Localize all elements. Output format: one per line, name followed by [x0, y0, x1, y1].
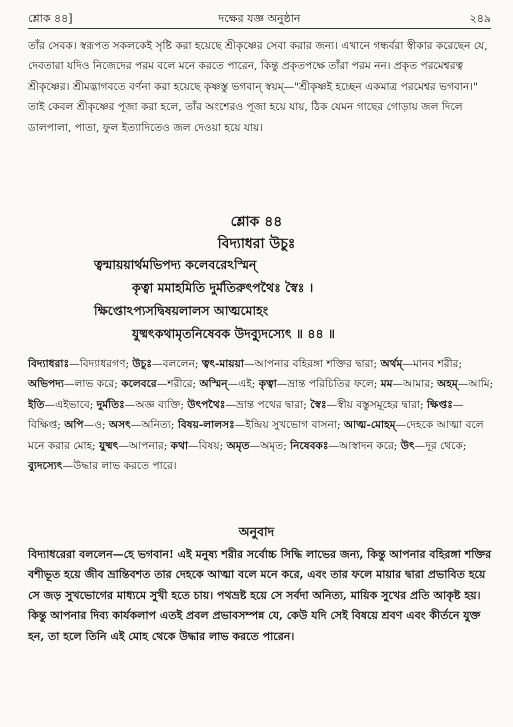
synonym-word: কথা [170, 439, 189, 452]
translation-heading: অনুবাদ [238, 524, 275, 539]
synonym-meaning: —মানব শরীর; [402, 358, 463, 370]
header-verse-ref: শ্লোক ৪৪] [28, 12, 73, 25]
header-divider [28, 28, 491, 29]
verse-line: ক্ষিপ্তোঽপ্যসদ্বিষয়লালস আত্মমোহং [94, 303, 269, 318]
synonym-word: স্বৈঃ [310, 398, 327, 411]
synonym-word: ইতি [28, 398, 45, 411]
synonym-meaning: —ইন্দ্রিয় সুখভোগ বাসনা; [234, 419, 344, 432]
synonym-word: অভিপদ্য [28, 378, 64, 391]
synonym-word: নিষেবকঃ [290, 439, 329, 452]
synonym-meaning: —অমৃত; [249, 439, 291, 452]
verse-line: ত্বন্মায়য়ার্থমভিপদ্য কলেবরেঽস্মিন্ [94, 257, 257, 272]
synonym-word: অস্মিন্ [199, 378, 228, 391]
synonym-meaning: —আস্বাদন করে; [328, 439, 401, 452]
header-chapter-title: দক্ষের যজ্ঞ অনুষ্ঠান [218, 12, 301, 25]
running-header [28, 10, 491, 28]
verse-line: কৃত্বা মমাহমিতি দুর্মতিরুৎপথৈঃ স্বৈঃ । [132, 280, 314, 295]
translation-paragraph [28, 545, 496, 647]
synonyms-text [28, 354, 496, 476]
synonym-word: অমৃত [226, 439, 250, 452]
translation-text: বিদ্যাধরেরা বললেন—হে ভগবান! এই মনুষ্য শরীর সর্বোচ্চ সিদ্ধি লাভের জন্য, কিন্তু আপনার বহিরঙ্গা শক্তির বশীভূত হয়ে জীব ভ্রান্তিবশত তার দেহকে আত্মা বলে মনে করে, এবং তার ফলে মায়ার দ্বারা প্রভাবিত হয়ে সে জড় সুখভোগের মাধ্যমে সুখী হতে চায়। পথভ্রষ্ট হয়ে সে সর্বদা অনিত্য, মায়িক সুখের প্রতি আকৃষ্ট হয়। কিন্তু আপনার দিব্য কার্যকলাপ এতই প্রবল প্রভাবসম্পন্ন যে, কেউ যদি সেই বিষয়ে শ্রবণ এবং কীর্তনে যুক্ত হন, তা হলে তিনি এই মোহ থেকে উদ্ধার লাভ করতে পারেন। [28, 548, 492, 643]
synonym-meaning: —লাভ করে; [63, 378, 122, 391]
synonym-word: অহম্ [437, 378, 458, 391]
intro-paragraph [28, 36, 496, 138]
synonym-word: বিষয়-লালসঃ [177, 419, 235, 432]
synonym-meaning: —অনিত্য; [130, 419, 178, 432]
verse-speaker: বিদ্যাধরা উচুঃ [217, 236, 296, 252]
synonym-word: উৎ [400, 439, 415, 452]
synonym-meaning: —বিষয়; [188, 439, 227, 452]
synonym-word: দুর্মতিঃ [96, 398, 125, 411]
page-number: ২৪৯ [469, 12, 491, 25]
synonym-meaning: —বললেন; [152, 358, 202, 370]
synonym-meaning: —আপনার; [118, 439, 171, 452]
synonym-meaning: —বিক্ষিপ্ত; [28, 398, 464, 432]
synonym-word: ত্বৎ-মায়য়া [201, 358, 244, 370]
synonym-word: ব্যুদস্যেৎ [28, 460, 63, 473]
verse-title: শ্লোক ৪৪ [230, 214, 283, 230]
synonym-meaning: —আপনার বহিরঙ্গা শক্তির দ্বারা; [243, 358, 381, 370]
synonym-word: ক্ষিপ্তঃ [426, 398, 453, 411]
synonym-word: অপি [64, 419, 84, 432]
synonym-meaning: —এইভাবে; [44, 398, 97, 411]
synonym-word: আত্ম-মোহম্ [343, 419, 396, 432]
synonym-meaning: —বিদ্যাধরগণ; [69, 358, 133, 370]
synonym-meaning: —দূর থেকে; [414, 439, 467, 452]
synonym-word: কলেবরে [121, 378, 157, 391]
synonym-meaning: —এই; [227, 378, 259, 391]
synonym-meaning: —ভ্রান্ত পরিচিতির ফলে; [276, 378, 381, 391]
synonym-word: মম [380, 378, 393, 391]
synonyms-paragraph [28, 354, 496, 476]
synonym-word: উৎপথৈঃ [187, 398, 226, 411]
synonym-meaning: —উদ্ধার লাভ করতে পারে। [62, 460, 177, 473]
synonym-word: কৃত্বা [258, 378, 277, 391]
synonym-meaning: —স্বীয় বস্তুসমূহের দ্বারা; [326, 398, 427, 411]
synonym-word: বিদ্যাধরাঃ [28, 358, 70, 370]
synonym-meaning: —ও; [83, 419, 109, 432]
synonym-word: উচুঃ [132, 358, 153, 370]
synonym-word: অর্থম্ [380, 358, 403, 370]
synonym-meaning: —আমি; [457, 378, 494, 391]
synonym-meaning: —ভ্রান্ত পথের দ্বারা; [225, 398, 311, 411]
intro-text: তাঁর সেবক। স্বরূপত সকলকেই সৃষ্টি করা হয়েছে শ্রীকৃষ্ণের সেবা করার জন্য। এখানে গন্ধর্বরা স্বীকার করেছেন যে, দেবতারা যদিও নিজেদের পরম বলে মনে করতে পারেন, কিন্তু প্রকৃতপক্ষে তাঁরা পরম নন। প্রকৃত পরমেশ্বরত্ব শ্রীকৃষ্ণের। শ্রীমদ্ভাগবতে বর্ণনা করা হয়েছে কৃষ্ণস্তু ভগবান্ স্বয়ম্—"শ্রীকৃষ্ণই হচ্ছেন একমাত্র পরমেশ্বর ভগবান।" তাই কেবল শ্রীকৃষ্ণের পূজা করা হলে, তাঁর অংশেরও পূজা হয়ে যায়, ঠিক যেমন গাছের গোড়ায় জল দিলে ডালপালা, পাতা, ফুল ইত্যাদিতেও জল দেওয়া হয়ে যায়। [28, 40, 488, 134]
synonym-meaning: —দেহকে আত্মা বলে মনে করার মোহ; [28, 419, 484, 452]
synonym-meaning: —অজ্ঞ ব্যক্তি; [124, 398, 188, 411]
synonym-word: যুষ্মৎ [99, 439, 119, 452]
synonym-meaning: —শরীরে; [156, 378, 200, 391]
synonym-word: অসৎ [108, 419, 131, 432]
synonym-meaning: —আমার; [392, 378, 438, 391]
verse-line: যুষ্মৎকথামৃতনিষেবক উদ্ব্যুদস্যেৎ ॥ ৪৪ ॥ [132, 326, 335, 341]
